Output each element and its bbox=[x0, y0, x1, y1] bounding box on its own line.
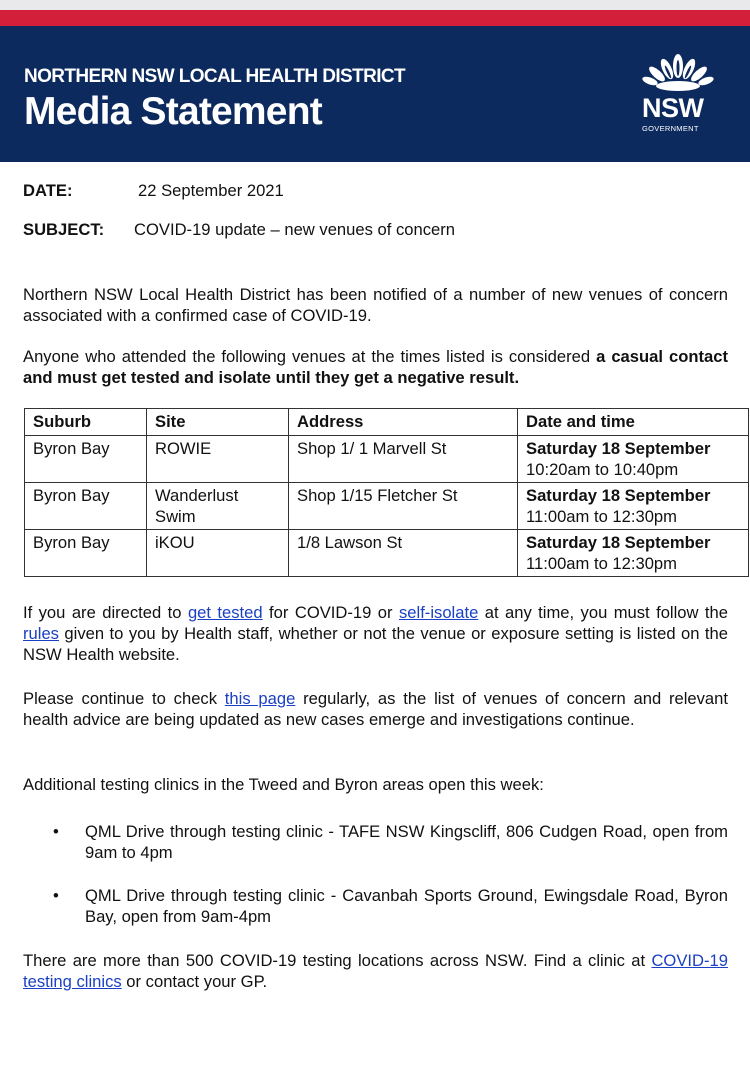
header-suburb: Suburb bbox=[25, 409, 147, 436]
list-item bbox=[23, 885, 728, 927]
directed-text-1: If you are directed to bbox=[23, 603, 188, 622]
check-paragraph bbox=[23, 688, 728, 730]
get-tested-link[interactable]: get tested bbox=[187, 603, 263, 622]
subject-row bbox=[23, 219, 455, 240]
check-text-1: Please continue to check bbox=[23, 689, 225, 708]
table-row bbox=[25, 530, 749, 577]
directed-text-2: for COVID-19 or bbox=[262, 603, 399, 622]
attendance-bold: a casual contact and must get tested and isolate until they get a negative result. bbox=[23, 347, 729, 387]
date-label: DATE: bbox=[23, 181, 73, 200]
intro-paragraph: Northern NSW Local Health District has been notified of a number of new venues of concern associated with a confirmed case of COVID-19. bbox=[23, 285, 728, 325]
cell-date: Saturday 18 September bbox=[526, 486, 711, 505]
cell-site: Wanderlust Swim bbox=[147, 483, 289, 530]
header-address: Address bbox=[289, 409, 518, 436]
district-name: NORTHERN NSW LOCAL HEALTH DISTRICT bbox=[24, 66, 406, 87]
cell-suburb: Byron Bay bbox=[25, 530, 147, 577]
directed-text-4: given to you by Health staff, whether or not the venue or exposure setting is listed on the NSW Health website. bbox=[23, 624, 728, 664]
logo-government-text: GOVERNMENT bbox=[642, 124, 699, 133]
header-date-time: Date and time bbox=[518, 409, 749, 436]
cell-address: Shop 1/ 1 Marvell St bbox=[289, 436, 518, 483]
table-row bbox=[25, 436, 749, 483]
cell-site: iKOU bbox=[147, 530, 289, 577]
header-site: Site bbox=[147, 409, 289, 436]
subject-label: SUBJECT: bbox=[23, 220, 105, 239]
this-page-link[interactable]: this page bbox=[224, 689, 296, 708]
logo-nsw-text: NSW bbox=[642, 93, 704, 123]
covid-testing-clinics-link[interactable]: COVID-19 testing clinics bbox=[23, 951, 728, 991]
cell-date-time bbox=[518, 483, 749, 530]
cell-date: Saturday 18 September bbox=[526, 439, 711, 458]
attendance-text: Anyone who attended the following venues at the times listed is considered bbox=[23, 347, 597, 366]
date-row bbox=[23, 180, 284, 201]
check-text-2: regularly, as the list of venues of concern and relevant health advice are being updated as new cases emerge and investigations continue. bbox=[23, 689, 728, 729]
header-banner bbox=[0, 26, 750, 162]
cell-date-time bbox=[518, 530, 749, 577]
red-accent-bar bbox=[0, 10, 750, 26]
cell-site: ROWIE bbox=[147, 436, 289, 483]
bullet-icon: • bbox=[53, 822, 59, 841]
closing-text-1: There are more than 500 COVID-19 testing locations across NSW. Find a clinic at bbox=[23, 951, 652, 970]
cell-date-time bbox=[518, 436, 749, 483]
table-row bbox=[25, 483, 749, 530]
list-item bbox=[23, 821, 728, 863]
cell-time: 11:00am to 12:30pm bbox=[526, 554, 677, 573]
clinics-intro: Additional testing clinics in the Tweed and Byron areas open this week: bbox=[23, 775, 544, 794]
cell-address: Shop 1/15 Fletcher St bbox=[289, 483, 518, 530]
cell-suburb: Byron Bay bbox=[25, 483, 147, 530]
bullet-icon: • bbox=[53, 886, 59, 905]
self-isolate-link[interactable]: self-isolate bbox=[398, 603, 479, 622]
waratah-icon bbox=[640, 52, 716, 94]
cell-suburb: Byron Bay bbox=[25, 436, 147, 483]
closing-text-2: or contact your GP. bbox=[121, 972, 268, 991]
cell-time: 10:20am to 10:40pm bbox=[526, 460, 679, 479]
table-header-row bbox=[25, 409, 749, 436]
subject-value: COVID-19 update – new venues of concern bbox=[134, 220, 456, 239]
clinic-list bbox=[23, 821, 728, 949]
venues-table bbox=[24, 408, 749, 577]
cell-time: 11:00am to 12:30pm bbox=[526, 507, 677, 526]
clinic-text: QML Drive through testing clinic - TAFE NSW Kingscliff, 806 Cudgen Road, open from 9am to 4pm bbox=[85, 822, 728, 862]
directed-text-3: at any time, you must follow the bbox=[478, 603, 729, 622]
rules-link[interactable]: rules bbox=[23, 624, 59, 643]
closing-paragraph bbox=[23, 950, 728, 992]
attendance-paragraph bbox=[23, 346, 728, 388]
directed-paragraph bbox=[23, 602, 728, 665]
clinic-text: QML Drive through testing clinic - Cavanbah Sports Ground, Ewingsdale Road, Byron Bay, open from 9am-4pm bbox=[85, 886, 728, 926]
cell-date: Saturday 18 September bbox=[526, 533, 711, 552]
nsw-government-logo bbox=[630, 50, 730, 140]
top-strip bbox=[0, 0, 750, 10]
date-value: 22 September 2021 bbox=[138, 181, 284, 200]
cell-address: 1/8 Lawson St bbox=[289, 530, 518, 577]
page-title: Media Statement bbox=[24, 90, 322, 133]
